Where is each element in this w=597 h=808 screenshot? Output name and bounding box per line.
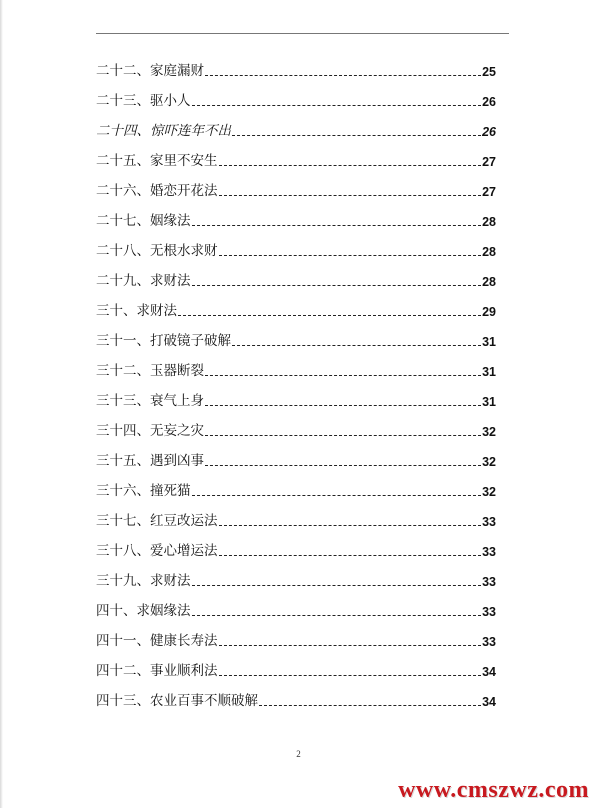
toc-entry-page-number: 33 [482, 604, 496, 619]
toc-entry[interactable] [96, 117, 496, 147]
toc-entry[interactable] [96, 237, 496, 267]
toc-entry[interactable] [96, 447, 496, 477]
toc-dot-leader [192, 614, 482, 616]
toc-entry[interactable] [96, 327, 496, 357]
toc-entry[interactable] [96, 357, 496, 387]
toc-dot-leader [192, 494, 482, 496]
toc-entry-page-number: 32 [482, 484, 496, 499]
toc-dot-leader [205, 374, 481, 376]
toc-dot-leader [205, 404, 481, 406]
toc-entry-title: 四十一、健康长寿法 [96, 633, 218, 650]
toc-entry-page-number: 29 [482, 304, 496, 319]
toc-entry-title: 三十二、玉器断裂 [96, 363, 204, 380]
toc-entry-title: 四十、求姻缘法 [96, 603, 191, 620]
toc-dot-leader [219, 674, 482, 676]
toc-entry-title: 三十一、打破镜子破解 [96, 333, 231, 350]
toc-dot-leader [219, 254, 482, 256]
toc-dot-leader [232, 344, 481, 346]
toc-entry-title: 三十、求财法 [96, 303, 177, 320]
toc-dot-leader [178, 314, 481, 316]
toc-entry-title: 二十二、家庭漏财 [96, 63, 204, 80]
toc-entry[interactable] [96, 477, 496, 507]
toc-entry-title: 二十五、家里不安生 [96, 153, 218, 170]
toc-entry-page-number: 33 [482, 574, 496, 589]
toc-entry-page-number: 27 [482, 184, 496, 199]
toc-entry-page-number: 27 [482, 154, 496, 169]
toc-entry-title: 三十三、衰气上身 [96, 393, 204, 410]
toc-entry-title: 三十九、求财法 [96, 573, 191, 590]
toc-entry-page-number: 31 [482, 394, 496, 409]
toc-entry-title: 三十六、撞死猫 [96, 483, 191, 500]
site-watermark: www.cmszwz.com [398, 777, 589, 803]
toc-entry-title: 二十八、无根水求财 [96, 243, 218, 260]
toc-entry-page-number: 28 [482, 244, 496, 259]
toc-entry[interactable] [96, 147, 496, 177]
page-number: 2 [296, 749, 301, 759]
toc-dot-leader [219, 554, 482, 556]
toc-entry-page-number: 34 [482, 694, 496, 709]
toc-entry[interactable] [96, 567, 496, 597]
toc-entry-page-number: 26 [482, 124, 496, 139]
toc-entry-page-number: 26 [482, 94, 496, 109]
toc-entry[interactable] [96, 627, 496, 657]
toc-entry-title: 二十九、求财法 [96, 273, 191, 290]
toc-entry-page-number: 34 [482, 664, 496, 679]
toc-entry-title: 三十八、爱心增运法 [96, 543, 218, 560]
toc-dot-leader [232, 134, 481, 136]
toc-dot-leader [219, 164, 482, 166]
toc-entry-page-number: 32 [482, 424, 496, 439]
toc-entry-page-number: 33 [482, 634, 496, 649]
toc-dot-leader [192, 584, 482, 586]
toc-dot-leader [192, 224, 482, 226]
toc-entry[interactable] [96, 267, 496, 297]
toc-entry[interactable] [96, 537, 496, 567]
toc-entry-title: 四十二、事业顺利法 [96, 663, 218, 680]
toc-entry-page-number: 31 [482, 364, 496, 379]
page-edge-shadow [0, 0, 3, 808]
toc-entry[interactable] [96, 417, 496, 447]
toc-dot-leader [192, 104, 482, 106]
header-rule [96, 33, 509, 34]
toc-entry-page-number: 25 [482, 64, 496, 79]
toc-entry-title: 三十五、遇到凶事 [96, 453, 204, 470]
toc-dot-leader [259, 704, 481, 706]
toc-dot-leader [219, 524, 482, 526]
toc-entry-title: 二十四、惊吓连年不出 [96, 123, 231, 140]
toc-entry[interactable] [96, 687, 496, 717]
toc-entry[interactable] [96, 297, 496, 327]
toc-entry[interactable] [96, 207, 496, 237]
toc-entry[interactable] [96, 387, 496, 417]
toc-entry-page-number: 28 [482, 274, 496, 289]
toc-dot-leader [205, 434, 481, 436]
toc-entry-page-number: 33 [482, 544, 496, 559]
toc-entry[interactable] [96, 177, 496, 207]
toc-entry-page-number: 31 [482, 334, 496, 349]
toc-dot-leader [219, 644, 482, 646]
toc-entry-page-number: 32 [482, 454, 496, 469]
toc-dot-leader [205, 74, 481, 76]
toc-entry-title: 四十三、农业百事不顺破解 [96, 693, 258, 710]
toc-entry[interactable] [96, 57, 496, 87]
toc-dot-leader [205, 464, 481, 466]
toc-entry-title: 二十三、驱小人 [96, 93, 191, 110]
toc-entry-title: 二十七、姻缘法 [96, 213, 191, 230]
toc-entry[interactable] [96, 507, 496, 537]
toc-entry[interactable] [96, 87, 496, 117]
toc-dot-leader [219, 194, 482, 196]
toc-entry-title: 二十六、婚恋开花法 [96, 183, 218, 200]
toc-entry-page-number: 33 [482, 514, 496, 529]
toc-entry[interactable] [96, 657, 496, 687]
table-of-contents [96, 57, 496, 717]
toc-dot-leader [192, 284, 482, 286]
toc-entry-page-number: 28 [482, 214, 496, 229]
toc-entry-title: 三十四、无妄之灾 [96, 423, 204, 440]
toc-entry[interactable] [96, 597, 496, 627]
toc-entry-title: 三十七、红豆改运法 [96, 513, 218, 530]
